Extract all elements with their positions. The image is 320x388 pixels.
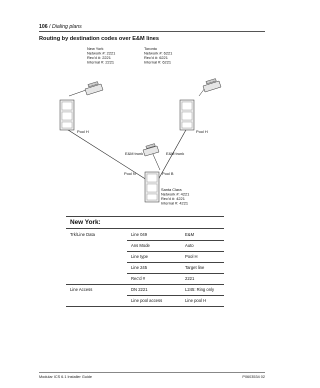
table-cell-group: Line Access	[70, 287, 93, 292]
em-trunk-label-right: E&M trunk	[166, 151, 185, 156]
row-divider	[127, 251, 224, 252]
table-title: New York:	[70, 219, 101, 226]
table-top-rule	[66, 216, 224, 217]
row-divider	[127, 295, 224, 296]
table-cell-setting: DN 2221	[131, 287, 148, 292]
table-cell-value: Pool H	[185, 254, 198, 259]
section-title: Dialing plans	[52, 24, 82, 30]
table-cell-group: Trk/Line Data	[70, 232, 95, 237]
row-divider	[127, 262, 224, 263]
page-header	[39, 24, 82, 30]
table-cell-value: 2221	[185, 276, 195, 281]
table-bottom-rule	[66, 306, 224, 307]
em-trunk-label-left: E&M trunk	[125, 151, 144, 156]
new-york-info: New York Network #: 2221 Rec'd #: 2221 Internal #: 2221	[87, 46, 116, 65]
table-cell-setting: Rec'd #	[131, 276, 146, 281]
table-title-rule	[66, 228, 224, 229]
row-divider	[127, 273, 224, 274]
pool-n-label: Pool N	[124, 171, 136, 176]
pool-b-label: Pool B	[162, 171, 174, 176]
santa-clara-phone-icon	[143, 144, 159, 156]
pool-h-label-left: Pool H	[77, 129, 89, 134]
group-divider	[66, 284, 224, 285]
toronto-info: Toronto Network #: 6221 Rec'd #: 6221 Internal #: 6221	[144, 46, 173, 65]
phone-line-sc	[152, 152, 160, 170]
table-cell-setting: Line 245	[131, 265, 148, 270]
new-york-phone-icon	[85, 82, 103, 95]
header-separator: /	[49, 24, 51, 30]
santa-clara-info: Santa Clara Network #: 4221 Rec'd #: 4221 Internal #: 4221	[161, 187, 190, 206]
table-cell-value: E&M	[185, 232, 195, 237]
row-divider	[127, 240, 224, 241]
footer-guide-title: Modular ICS 6.1 Installer Guide	[39, 375, 92, 379]
page-number: 106	[39, 24, 48, 30]
table-cell-value: Line pool H	[185, 298, 207, 303]
toronto-system-unit	[180, 100, 194, 130]
table-cell-value: Target line	[185, 265, 205, 270]
header-rule	[39, 31, 265, 32]
table-cell-setting: Line type	[131, 254, 148, 259]
table-cell-setting: Line pool access	[131, 298, 163, 303]
routing-diagram	[39, 42, 261, 212]
footer-rule	[39, 372, 265, 373]
table-cell-setting: Line 049	[131, 232, 148, 237]
phone-line-ny	[69, 90, 86, 96]
footer-doc-number: P0603534 02	[242, 375, 265, 379]
pool-h-label-right: Pool H	[196, 129, 208, 134]
table-cell-value: L245: Ring only	[185, 287, 215, 292]
santa-clara-system-unit	[145, 172, 159, 202]
new-york-system-unit	[60, 100, 74, 130]
toronto-phone-icon	[203, 79, 221, 92]
table-cell-value: Auto	[185, 243, 194, 248]
section-heading: Routing by destination codes over E&M lines	[39, 36, 159, 42]
table-cell-setting: Ans Mode	[131, 243, 150, 248]
